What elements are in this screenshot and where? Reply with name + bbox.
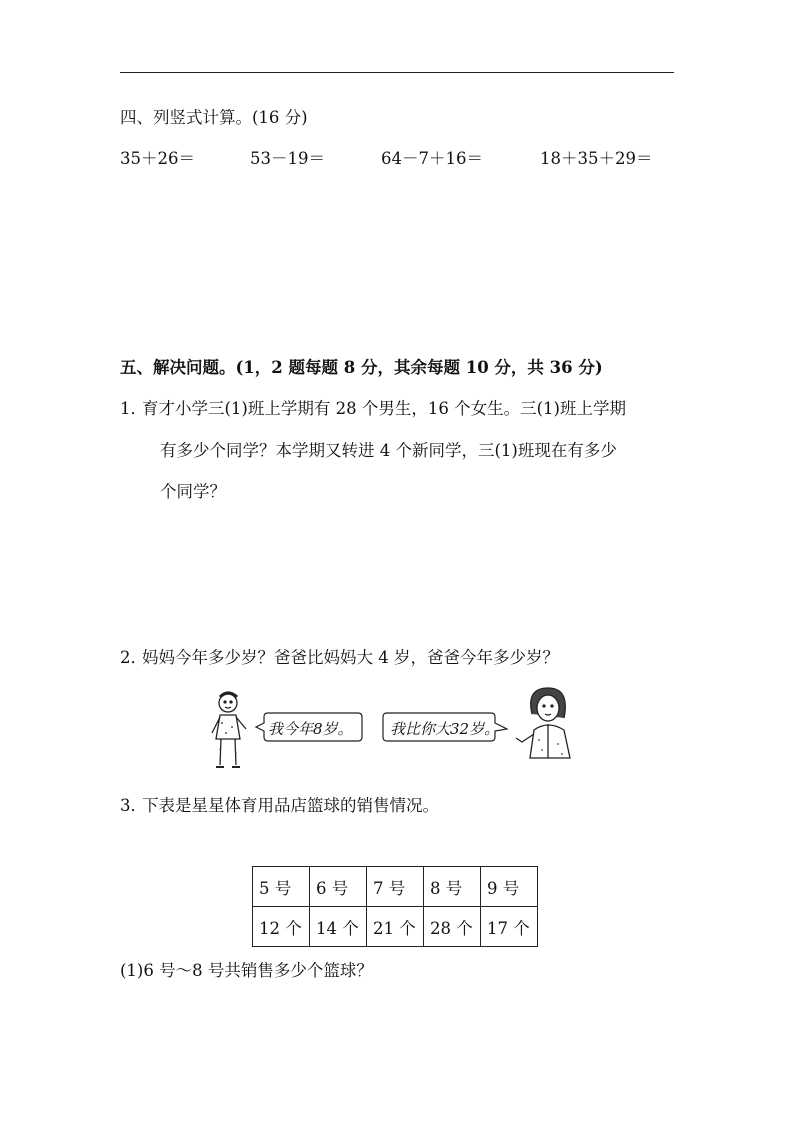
child-figure-icon [206,689,254,777]
table-cell: 12 个 [253,907,310,947]
problem-3: 64－7＋16＝ [381,149,483,168]
section4-title: 四、列竖式计算。(16 分) [120,108,308,127]
q1-line2: 有多少个同学？本学期又转进 4 个新同学，三(1)班现在有多少 [160,441,617,460]
child-bubble-text: 我今年8岁。 [268,720,353,738]
problem-1: 35＋26＝ [120,149,195,168]
q2-number: 2． [120,648,147,667]
table-cell: 7 号 [367,867,424,907]
table-cell: 6 号 [310,867,367,907]
problem-4: 18＋35＋29＝ [540,149,653,168]
table-cell: 28 个 [424,907,481,947]
q3-text: 下表是星星体育用品店篮球的销售情况。 [142,796,439,815]
table-cell: 9 号 [481,867,538,907]
woman-figure-icon [512,684,582,760]
section5-title: 五、解决问题。(1，2 题每题 8 分，其余每题 10 分，共 36 分) [120,358,603,377]
table-cell: 17 个 [481,907,538,947]
q1-number: 1． [120,399,147,418]
table-cell: 14 个 [310,907,367,947]
table-cell: 5 号 [253,867,310,907]
q3-sub1: (1)6 号～8 号共销售多少个篮球？ [120,961,373,980]
table-row-counts [253,907,538,947]
q1-line1: 育才小学三(1)班上学期有 28 个男生，16 个女生。三(1)班上学期 [142,399,626,418]
table-cell: 8 号 [424,867,481,907]
problem-2: 53－19＝ [250,149,325,168]
header-rule [120,72,674,73]
table-cell: 21 个 [367,907,424,947]
table-row-sizes [253,867,538,907]
q1-line3: 个同学？ [160,482,226,501]
q3-number: 3． [120,796,147,815]
adult-bubble-text: 我比你大32岁。 [390,720,500,738]
sales-table [252,866,538,947]
q2-text: 妈妈今年多少岁？爸爸比妈妈大 4 岁，爸爸今年多少岁？ [142,648,559,667]
